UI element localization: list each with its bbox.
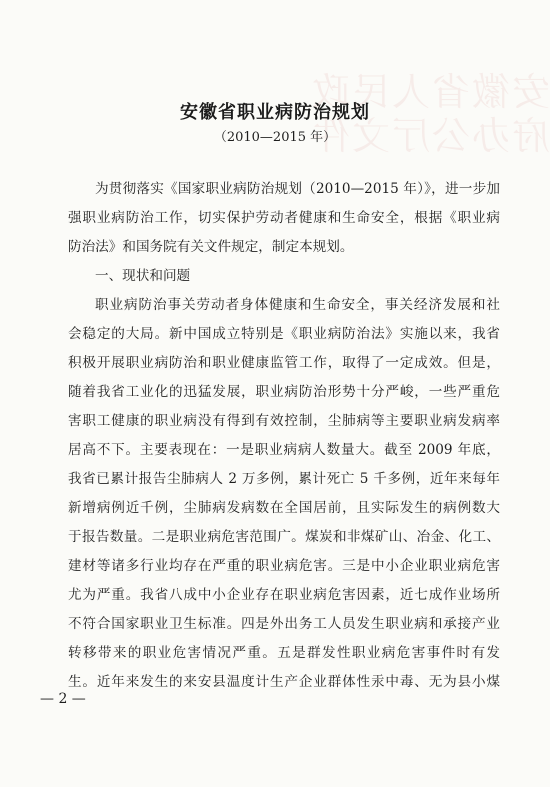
paragraph-line: 尤为严重。我省八成中小企业存在职业病危害因素，近七成作业场所 bbox=[68, 587, 500, 603]
paragraph-line: 会稳定的大局。新中国成立特别是《职业病防治法》实施以来，我省 bbox=[68, 326, 500, 342]
paragraph-line: 害职工健康的职业病没有得到有效控制，尘肺病等主要职业病发病率 bbox=[68, 413, 500, 429]
paragraph-line: 于报告数量。二是职业病危害范围广。煤炭和非煤矿山、冶金、化工、 bbox=[68, 529, 500, 545]
paragraph-line: 职业病防治事关劳动者身体健康和生命安全，事关经济发展和社 bbox=[95, 297, 500, 313]
intro-line: 为贯彻落实《国家职业病防治规划（2010—2015 年）》，进一步加 bbox=[95, 181, 500, 197]
section-heading: 一、现状和问题 bbox=[95, 268, 191, 284]
bleed-line: 安徽省人民政 bbox=[309, 70, 550, 114]
paragraph-line: 我省已累计报告尘肺病人 2 万多例，累计死亡 5 千多例，近年来每年 bbox=[68, 471, 500, 487]
paragraph-line: 积极开展职业病防治和职业健康监管工作，取得了一定成效。但是， bbox=[68, 355, 500, 371]
page-number: — 2 — bbox=[40, 691, 86, 707]
bleed-line: 府办公厅文件 bbox=[309, 114, 550, 158]
paragraph-line: 生。近年来发生的来安县温度计生产企业群体性汞中毒、无为县小煤 bbox=[68, 674, 500, 690]
intro-line: 防治法》和国务院有关文件规定，制定本规划。 bbox=[68, 239, 354, 255]
paragraph-line: 新增病例近千例，尘肺病发病数在全国居前，且实际发生的病例数大 bbox=[68, 500, 500, 516]
paragraph-line: 建材等诸多行业均存在严重的职业病危害。三是中小企业职业病危害 bbox=[68, 558, 500, 574]
document-title: 安徽省职业病防治规划 bbox=[180, 102, 370, 123]
paragraph-line: 随着我省工业化的迅猛发展，职业病防治形势十分严峻，一些严重危 bbox=[68, 384, 500, 400]
paragraph-line: 转移带来的职业危害情况严重。五是群发性职业病危害事件时有发 bbox=[68, 645, 500, 661]
intro-line: 强职业病防治工作，切实保护劳动者健康和生命安全，根据《职业病 bbox=[68, 210, 500, 226]
document-subtitle: （2010—2015 年） bbox=[213, 130, 337, 145]
paragraph-line: 不符合国家职业卫生标准。四是外出务工人员发生职业病和承接产业 bbox=[68, 616, 500, 632]
paragraph-line: 居高不下。主要表现在：一是职业病病人数量大。截至 2009 年底， bbox=[68, 442, 500, 458]
